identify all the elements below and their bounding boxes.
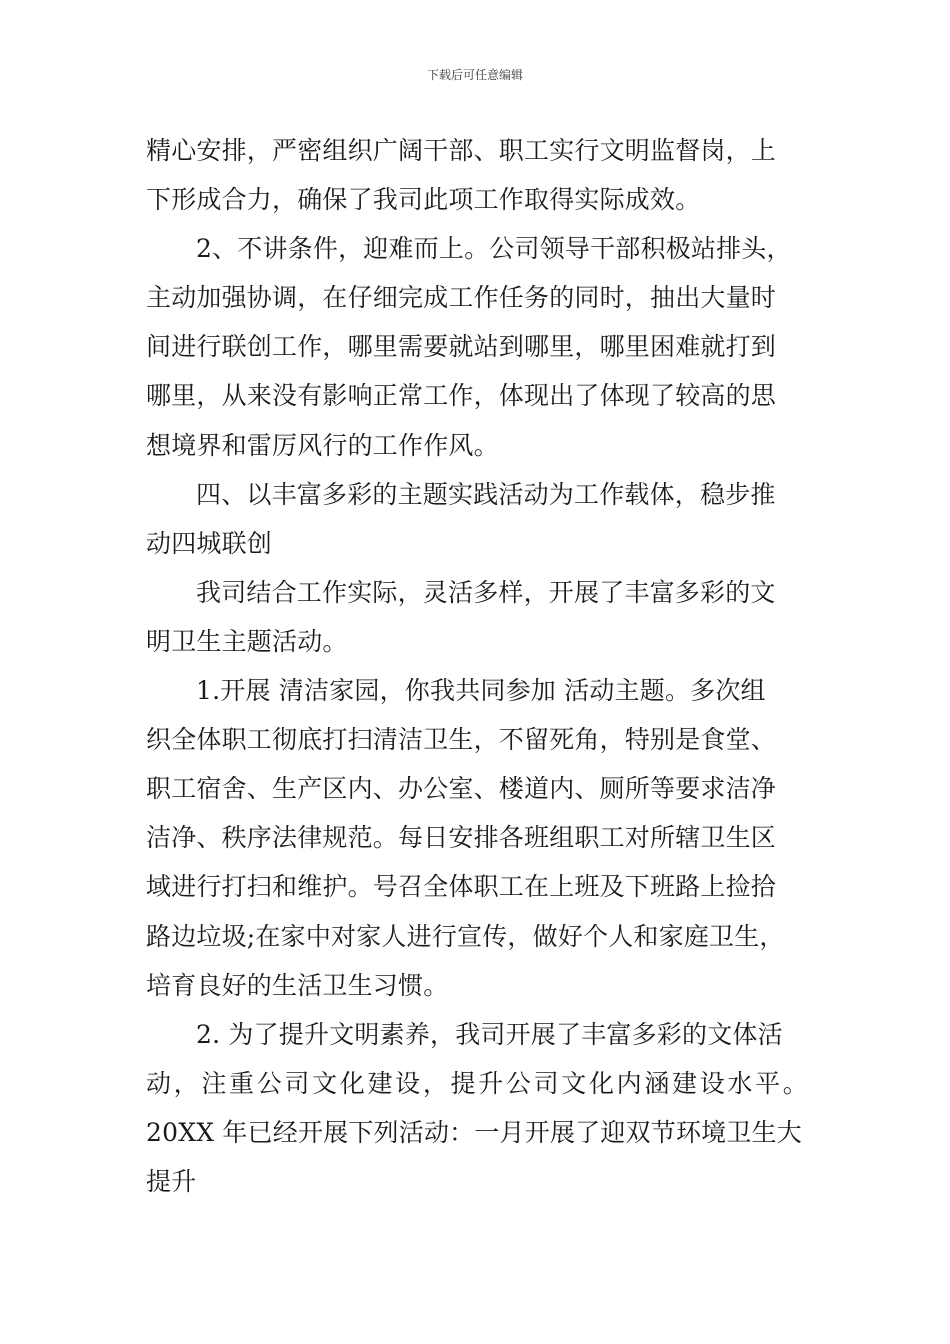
text-line: 动，注重公司文化建设，提升公司文化内涵建设水平。 [146, 1068, 808, 1098]
text-line: 2. 为了提升文明素养，我司开展了丰富多彩的文体活 [196, 1019, 783, 1049]
text-line: 织全体职工彻底打扫清洁卫生，不留死角，特别是食堂、 [146, 725, 777, 755]
text-line: 职工宿舍、生产区内、办公室、楼道内、厕所等要求洁净 [146, 774, 777, 804]
text-line: 提升 [146, 1166, 197, 1196]
text-line: 域进行打扫和维护。号召全体职工在上班及下班路上捡拾 [146, 872, 777, 902]
text-line: 间进行联创工作，哪里需要就站到哪里，哪里困难就打到 [146, 332, 777, 362]
text-line: 1.开展 清洁家园，你我共同参加 活动主题。多次组 [196, 676, 766, 706]
text-line: 洁净、秩序法律规范。每日安排各班组职工对所辖卫生区 [146, 823, 777, 853]
section-heading-line: 动四城联创 [146, 528, 273, 558]
text-line: 20XX 年已经开展下列活动：一月开展了迎双节环境卫生大 [146, 1117, 802, 1147]
text-line: 我司结合工作实际，灵活多样，开展了丰富多彩的文 [196, 577, 776, 607]
text-line: 精心安排，严密组织广阔干部、职工实行文明监督岗，上 [146, 136, 777, 165]
text-line: 培育良好的生活卫生习惯。 [146, 970, 449, 1000]
document-body [146, 126, 808, 1206]
text-line: 2、不讲条件，迎难而上。公司领导干部积极站排头， [196, 234, 792, 264]
page-header-note: 下载后可任意编辑 [426, 68, 523, 82]
text-line: 路边垃圾;在家中对家人进行宣传，做好个人和家庭卫生， [146, 921, 785, 951]
section-heading-line: 四、以丰富多彩的主题实践活动为工作载体，稳步推 [196, 479, 776, 509]
text-line: 主动加强协调，在仔细完成工作任务的同时，抽出大量时 [146, 283, 777, 313]
text-line: 明卫生主题活动。 [146, 626, 348, 656]
text-line: 哪里，从来没有影响正常工作，体现出了体现了较高的思 [146, 381, 777, 411]
text-line: 想境界和雷厉风行的工作作风。 [146, 430, 499, 460]
text-line: 下形成合力，确保了我司此项工作取得实际成效。 [146, 185, 701, 215]
